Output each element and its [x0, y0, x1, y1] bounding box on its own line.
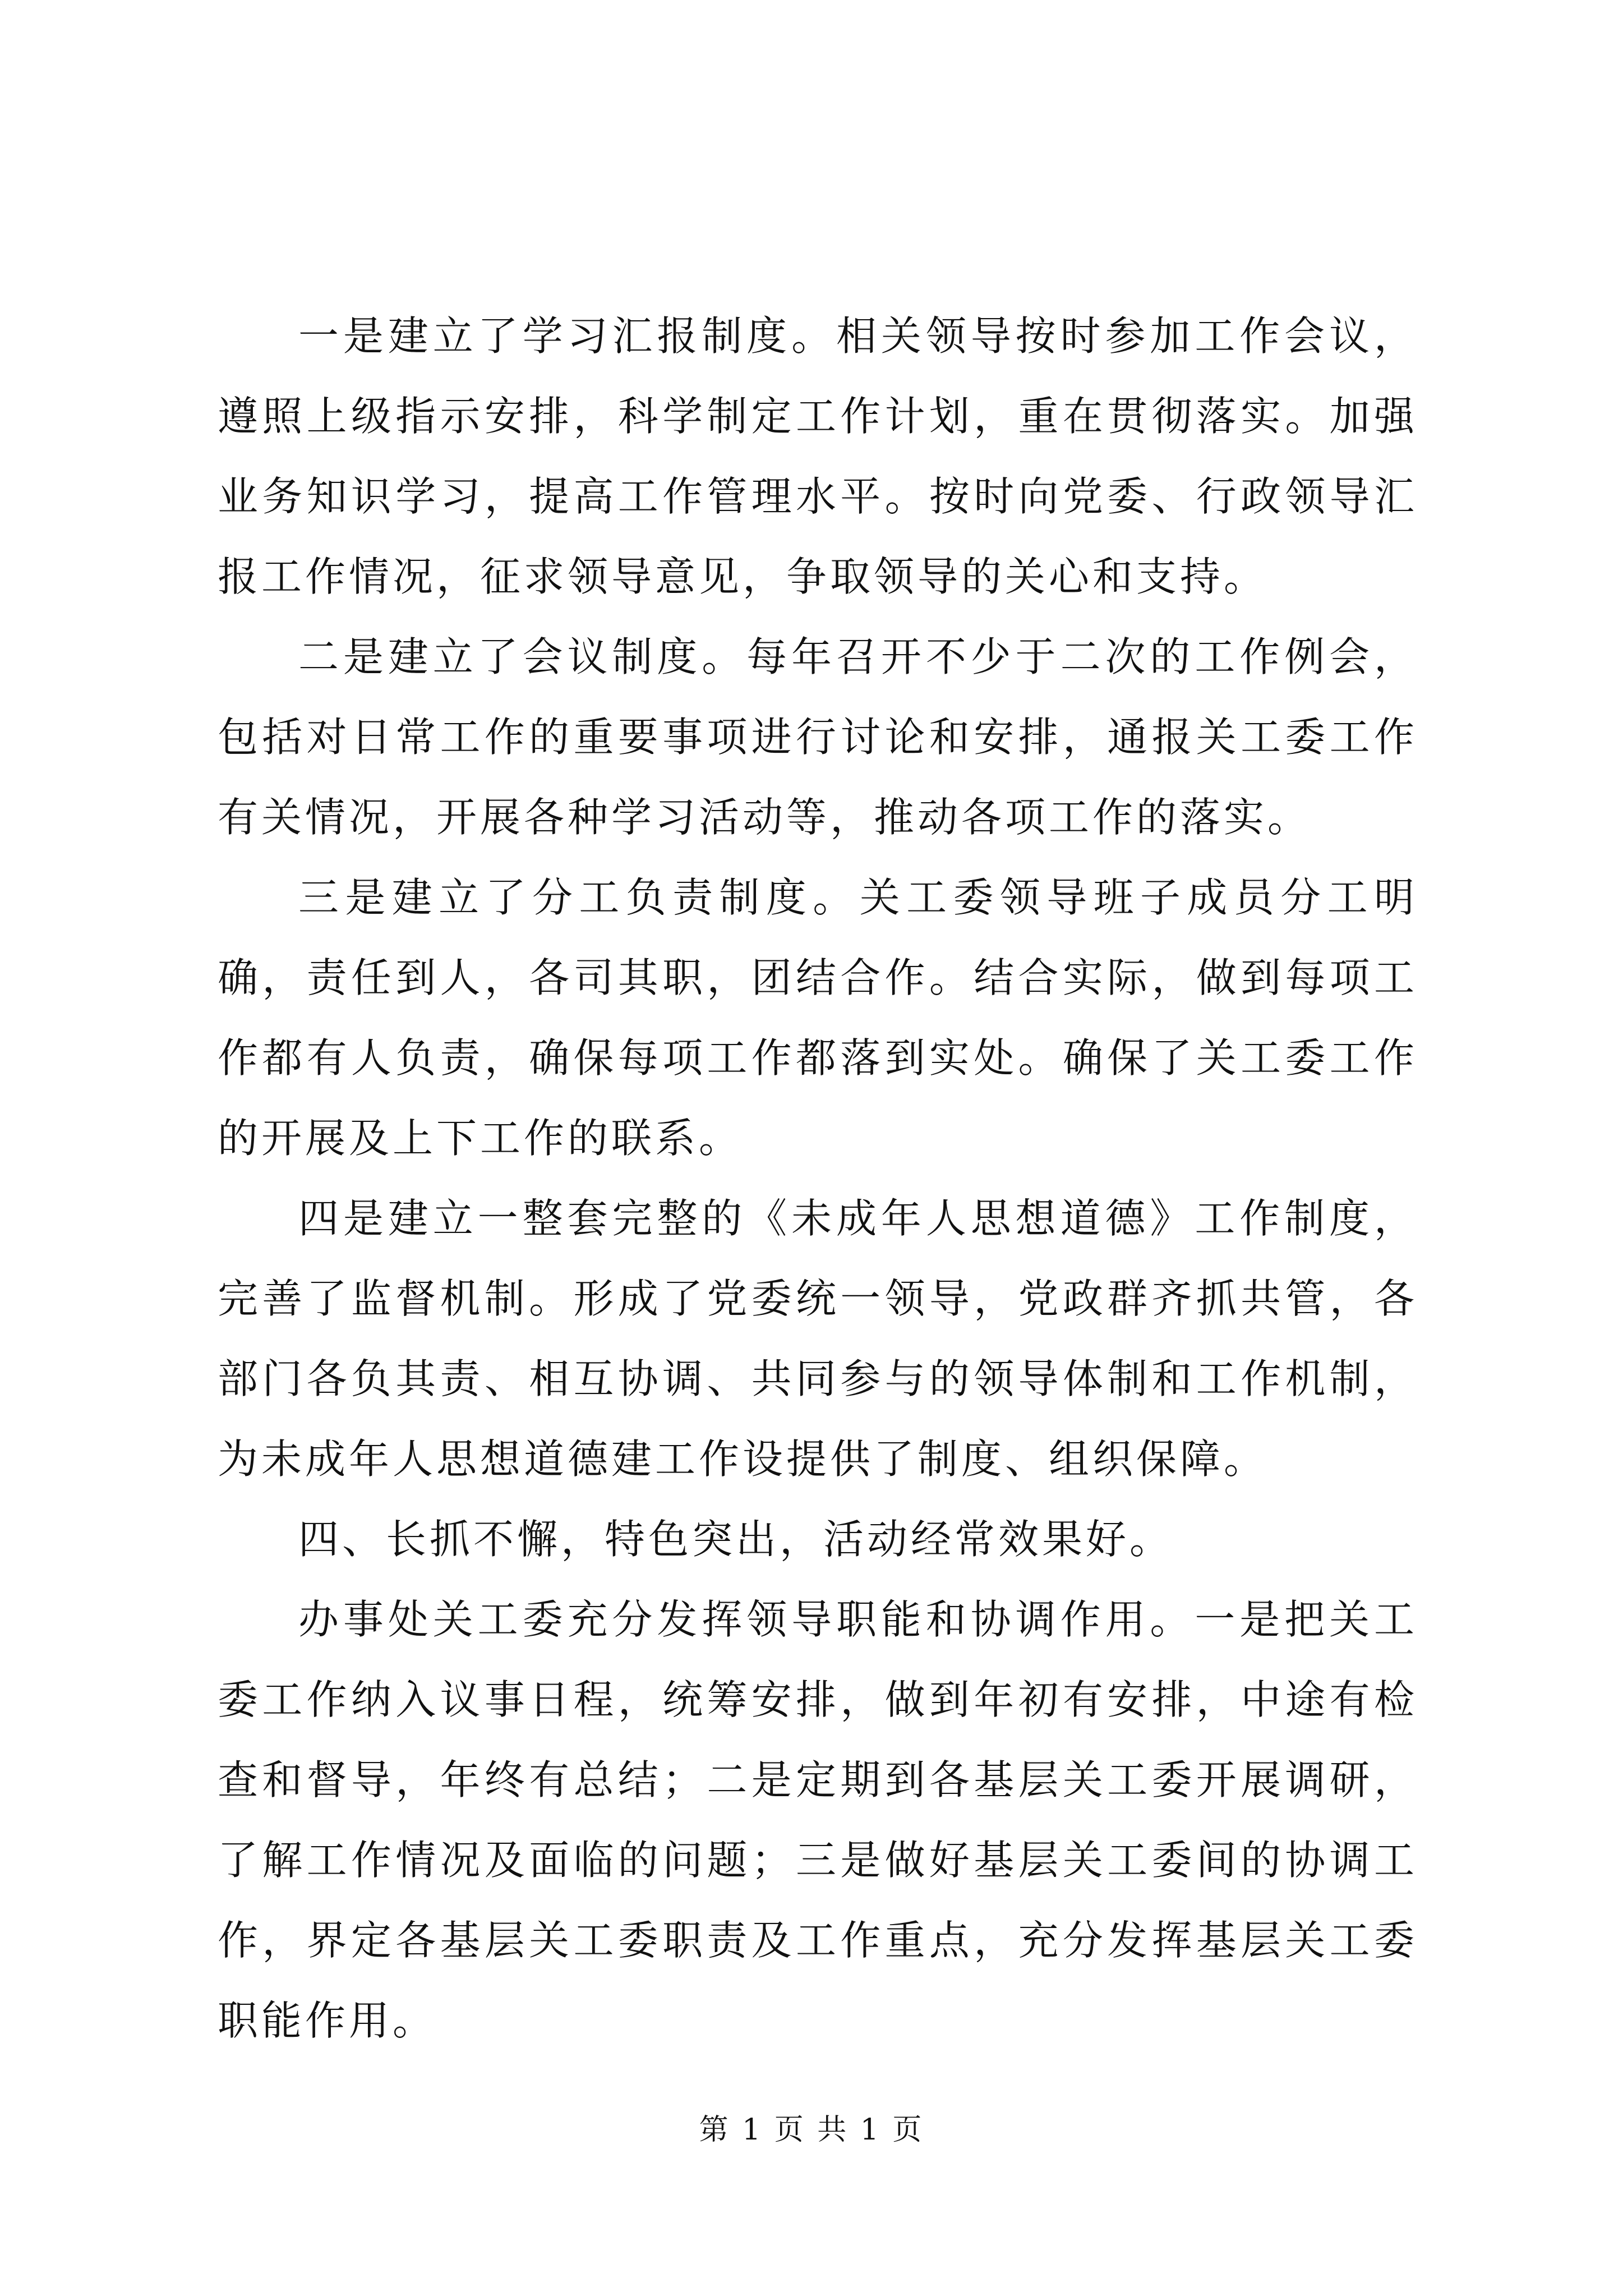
- paragraph-moral-education-system: 四是建立一整套完整的《未成年人思想道德》工作制度，完善了监督机制。形成了党委统一领导，党政群齐抓共管，各部门各负其责、相互协调、共同参与的领导体制和工作机制，为未成年人思想道德建工作设提供了制度、组织保障。: [218, 1195, 1418, 1483]
- page-footer: 第 1 页 共 1 页: [699, 2113, 924, 2147]
- document-body: [218, 296, 1418, 2061]
- paragraph-coordination-role: 办事处关工委充分发挥领导职能和协调作用。一是把关工委工作纳入议事日程，统筹安排，做到年初有安排，中途有检查和督导，年终有总结；二是定期到各基层关工委开展调研，了解工作情况及面临的问题；三是做好基层关工委间的协调工作，界定各基层关工委职责及工作重点，充分发挥基层关工委职能作用。: [218, 1596, 1418, 2044]
- paragraph-meeting-system: 二是建立了会议制度。每年召开不少于二次的工作例会，包括对日常工作的重要事项进行讨论和安排，通报关工委工作有关情况，开展各种学习活动等，推动各项工作的落实。: [218, 633, 1418, 841]
- paragraph-division-of-labor-system: 三是建立了分工负责制度。关工委领导班子成员分工明确，责任到人，各司其职，团结合作。结合实际，做到每项工作都有人负责，确保每项工作都落到实处。确保了关工委工作的开展及上下工作的联系。: [218, 874, 1418, 1162]
- section-heading-four: 四、长抓不懈，特色突出，活动经常效果好。: [298, 1516, 1174, 1563]
- paragraph-study-report-system: 一是建立了学习汇报制度。相关领导按时参加工作会议，遵照上级指示安排，科学制定工作计划，重在贯彻落实。加强业务知识学习，提高工作管理水平。按时向党委、行政领导汇报工作情况，征求领导意见，争取领导的关心和支持。: [218, 312, 1418, 600]
